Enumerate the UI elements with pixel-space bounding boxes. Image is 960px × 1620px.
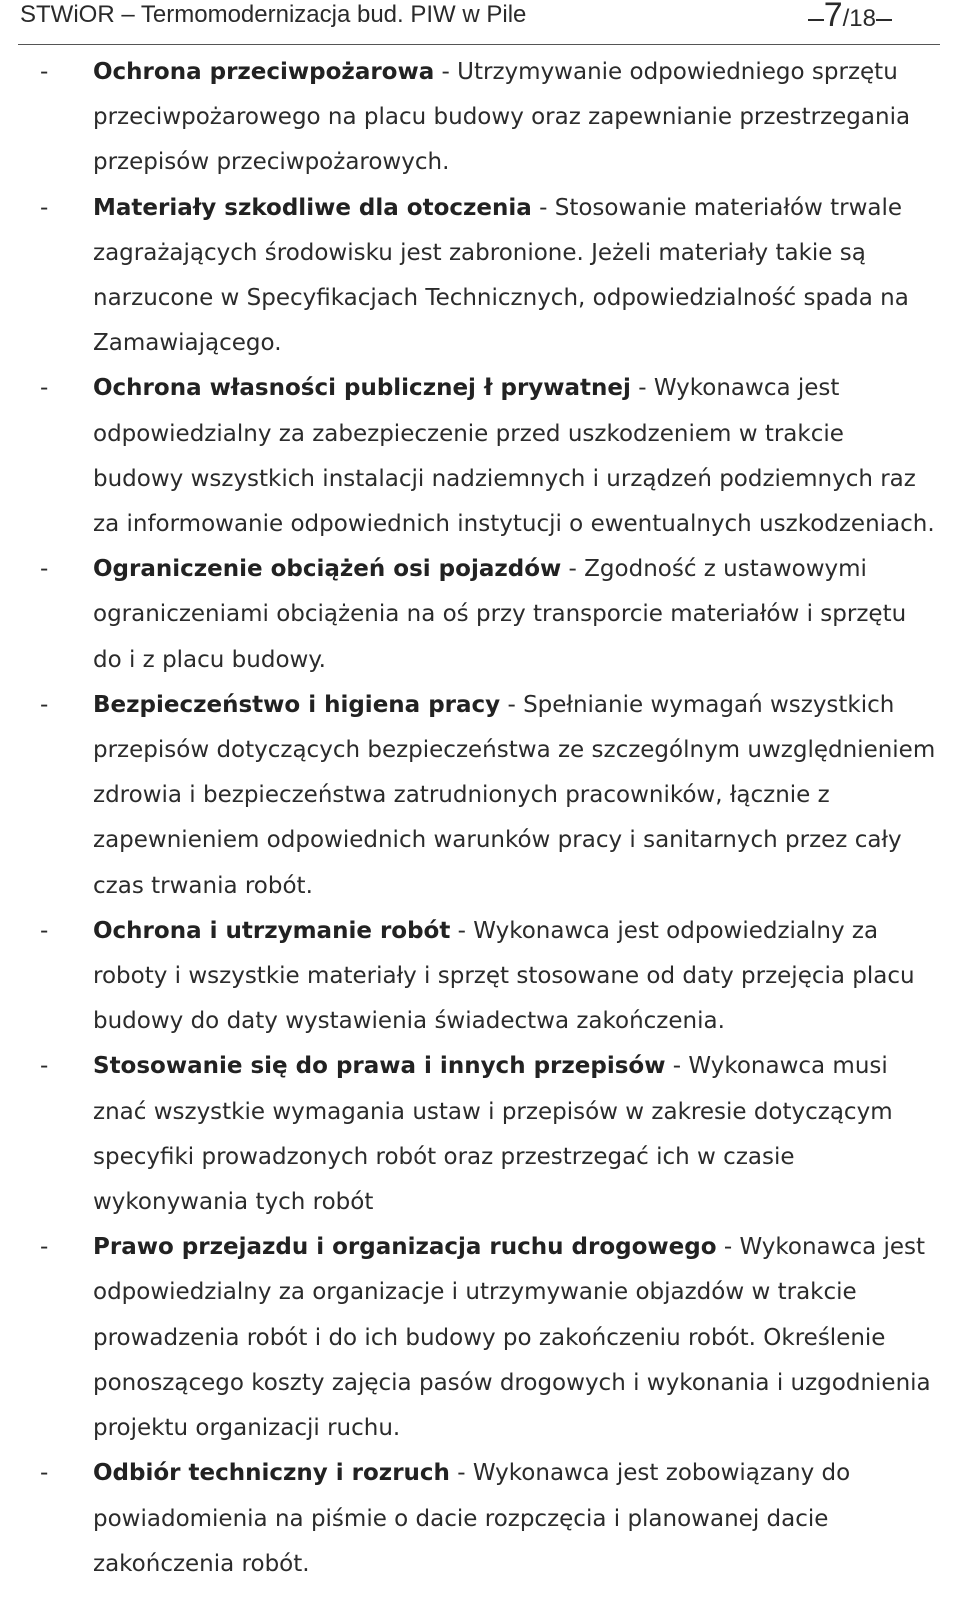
document-body bbox=[0, 50, 960, 1587]
item-text: - Wykonawca musi znać wszystkie wymagania ustaw i przepisów w zakresie dotyczącym specyfiki prowadzonych robót oraz przestrzegać ich w czasie wykonywania tych robót bbox=[93, 1053, 893, 1216]
item-term: Prawo przejazdu i organizacja ruchu drogowego bbox=[93, 1234, 717, 1261]
list-bullet: - bbox=[40, 917, 49, 944]
item-text: - Spełnianie wymagań wszystkich przepisów dotyczących bezpieczeństwa ze szczególnym uwzględnieniem zdrowia i bezpieczeństwa zatrudnionych pracowników, łącznie z zapewnieniem odpowiednich warunków pracy i sanitarnych przez cały czas trwania robót. bbox=[93, 691, 936, 899]
list-item bbox=[0, 366, 960, 547]
item-term: Ograniczenie obciążeń osi pojazdów bbox=[93, 556, 562, 583]
list-bullet: - bbox=[40, 59, 49, 85]
document-title: STWiOR – Termomodernizacja bud. PIW w Pile bbox=[20, 1, 527, 28]
list-bullet: - bbox=[40, 1460, 49, 1487]
page-number-dash-left bbox=[808, 19, 824, 21]
list-item bbox=[0, 1451, 960, 1587]
page-current: 7 bbox=[823, 0, 843, 34]
page-separator: / bbox=[842, 5, 850, 32]
list-item bbox=[0, 909, 960, 1045]
item-text: - Utrzymywanie odpowiedniego sprzętu przeciwpożarowego na placu budowy oraz zapewnianie przestrzegania przepisów przeciwpożarowych. bbox=[93, 59, 911, 176]
item-term: Materiały szkodliwe dla otoczenia bbox=[93, 194, 532, 221]
item-term: Ochrona i utrzymanie robót bbox=[93, 917, 451, 944]
list-bullet: - bbox=[40, 375, 49, 402]
list-bullet: - bbox=[40, 194, 49, 221]
list-item bbox=[0, 1044, 960, 1225]
list-item bbox=[0, 186, 960, 367]
item-term: Odbiór techniczny i rozruch bbox=[93, 1460, 450, 1487]
list-item bbox=[0, 547, 960, 683]
list-bullet: - bbox=[40, 691, 49, 718]
item-text: - Wykonawca jest zobowiązany do powiadomienia na piśmie o dacie rozpczęcia i planowanej dacie zakończenia robót. bbox=[93, 1460, 851, 1577]
item-text: - Zgodność z ustawowymi ograniczeniami obciążenia na oś przy transporcie materiałów i sprzętu do i z placu budowy. bbox=[93, 556, 907, 673]
item-text: - Stosowanie materiałów trwale zagrażających środowisku jest zabronione. Jeżeli materiały takie są narzucone w Specyfikacjach Technicznych, odpowiedzialność spada na Zamawiającego. bbox=[93, 194, 909, 357]
list-item bbox=[0, 683, 960, 909]
list-bullet: - bbox=[40, 1234, 49, 1261]
list-bullet: - bbox=[40, 1053, 49, 1080]
page-number-dash-right bbox=[876, 19, 892, 21]
page-number bbox=[808, 0, 892, 33]
item-term: Stosowanie się do prawa i innych przepisów bbox=[93, 1053, 666, 1080]
page-total: 18 bbox=[849, 5, 876, 32]
list-bullet: - bbox=[40, 556, 49, 583]
item-text: - Wykonawca jest odpowiedzialny za organizacje i utrzymywanie objazdów w trakcie prowadzenia robót i do ich budowy po zakończeniu robót. Określenie ponoszącego koszty zajęcia pasów drogowych i wykonania i uzgodnienia projektu organizacji ruchu. bbox=[93, 1234, 931, 1442]
item-text: - Wykonawca jest odpowiedzialny za zabezpieczenie przed uszkodzeniem w trakcie budowy wszystkich instalacji nadziemnych i urządzeń podziemnych raz za informowanie odpowiednich instytucji o ewentualnych uszkodzeniach. bbox=[93, 375, 935, 538]
item-term: Ochrona przeciwpożarowa bbox=[93, 59, 435, 85]
item-term: Ochrona własności publicznej ł prywatnej bbox=[93, 375, 631, 402]
page-header bbox=[18, 0, 940, 45]
list-item bbox=[0, 50, 960, 186]
list-item bbox=[0, 1225, 960, 1451]
item-text: - Wykonawca jest odpowiedzialny za roboty i wszystkie materiały i sprzęt stosowane od daty przejęcia placu budowy do daty wystawienia świadectwa zakończenia. bbox=[93, 917, 915, 1035]
item-term: Bezpieczeństwo i higiena pracy bbox=[93, 691, 501, 718]
